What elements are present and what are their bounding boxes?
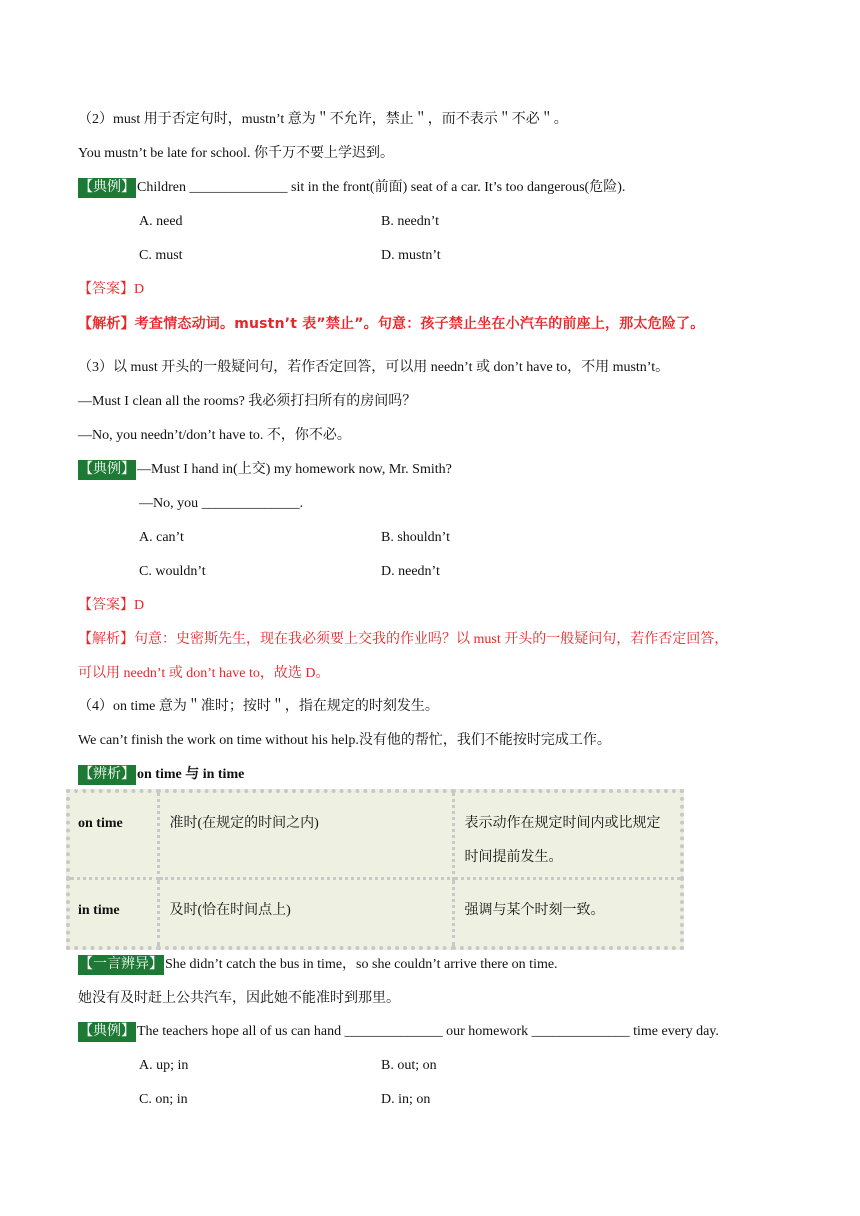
answer-label: 【答案】 (78, 282, 134, 297)
example-tag: 【典例】 (78, 1022, 136, 1042)
one-sentence-contrast (78, 955, 558, 975)
option-d: D. in; on (381, 1092, 431, 1107)
option-d: D. mustn’t (381, 248, 441, 263)
question-stem: Children ______________ sit in the front(前面) seat of a car. It’s too dangerous(危险). (137, 180, 626, 195)
paragraph-must-question: （3）以 must 开头的一般疑问句，若作否定回答，可以用 needn’t 或 don’t have to，不用 mustn’t。 (78, 360, 670, 375)
question-stem: The teachers hope all of us can hand ______________ our homework ______________ time every day. (137, 1024, 719, 1039)
comparison-title: on time 与 in time (137, 767, 245, 782)
answer-line (78, 596, 144, 616)
option-c: C. must (139, 248, 183, 263)
option-c: C. on; in (139, 1092, 188, 1107)
dialogue-question: —Must I clean all the rooms? 我必须打扫所有的房间吗？ (78, 394, 417, 409)
table-cell: in time (68, 878, 158, 948)
analysis-line-2: 可以用 needn’t 或 don’t have to，故选 D。 (78, 666, 330, 681)
table-cell: 及时(恰在时间点上) (158, 878, 453, 948)
example-question-3 (78, 1022, 719, 1042)
question-stem: —Must I hand in(上交) my homework now, Mr. Smith? (137, 462, 452, 477)
analysis-line-1: 【解析】句意：史密斯先生，现在我必须要上交我的作业吗？以 must 开头的一般疑问句，若作否定回答， (78, 632, 729, 647)
dialogue-answer: —No, you needn’t/don’t have to. 不，你不必。 (78, 428, 351, 443)
option-a: A. can’t (139, 530, 184, 545)
table-cell: on time (68, 791, 158, 878)
table-row (68, 791, 682, 878)
comparison-heading (78, 765, 244, 785)
answer-line (78, 280, 144, 300)
table-cell: 准时(在规定的时间之内) (158, 791, 453, 878)
contrast-translation: 她没有及时赶上公共汽车，因此她不能准时到那里。 (78, 991, 400, 1006)
answer-value: D (134, 282, 145, 297)
option-c: C. wouldn’t (139, 564, 206, 579)
example-sentence: You mustn’t be late for school. 你千万不要上学迟到。 (78, 146, 395, 161)
comparison-table (66, 789, 684, 950)
example-question-2 (78, 460, 452, 480)
table-cell: 强调与某个时刻一致。 (453, 878, 682, 948)
example-tag: 【典例】 (78, 460, 136, 480)
example-sentence: We can’t finish the work on time without his help.没有他的帮忙，我们不能按时完成工作。 (78, 733, 611, 748)
example-question-1 (78, 178, 625, 198)
option-b: B. needn’t (381, 214, 440, 229)
answer-value: D (134, 598, 145, 613)
paragraph-must-negative: （2）must 用于否定句时，mustn’t 意为＂不允许，禁止＂，而不表示＂不必＂。 (78, 112, 568, 127)
contrast-tag: 【一言辨异】 (78, 955, 164, 975)
option-a: A. up; in (139, 1058, 189, 1073)
answer-label: 【答案】 (78, 598, 134, 613)
table-row (68, 878, 682, 948)
question-stem-reply: —No, you ______________. (139, 496, 304, 511)
contrast-sentence: She didn’t catch the bus in time，so she couldn’t arrive there on time. (165, 957, 558, 972)
example-tag: 【典例】 (78, 178, 136, 198)
option-a: A. need (139, 214, 183, 229)
option-b: B. out; on (381, 1058, 437, 1073)
analysis-line: 【解析】考查情态动词。mustn’t 表”禁止”。句意：孩子禁止坐在小汽车的前座上，那太危险了。 (78, 316, 705, 332)
comparison-tag: 【辨析】 (78, 765, 136, 785)
paragraph-on-time: （4）on time 意为＂准时；按时＂，指在规定的时刻发生。 (78, 699, 439, 714)
option-b: B. shouldn’t (381, 530, 450, 545)
table-cell: 表示动作在规定时间内或比规定时间提前发生。 (453, 791, 682, 878)
option-d: D. needn’t (381, 564, 440, 579)
